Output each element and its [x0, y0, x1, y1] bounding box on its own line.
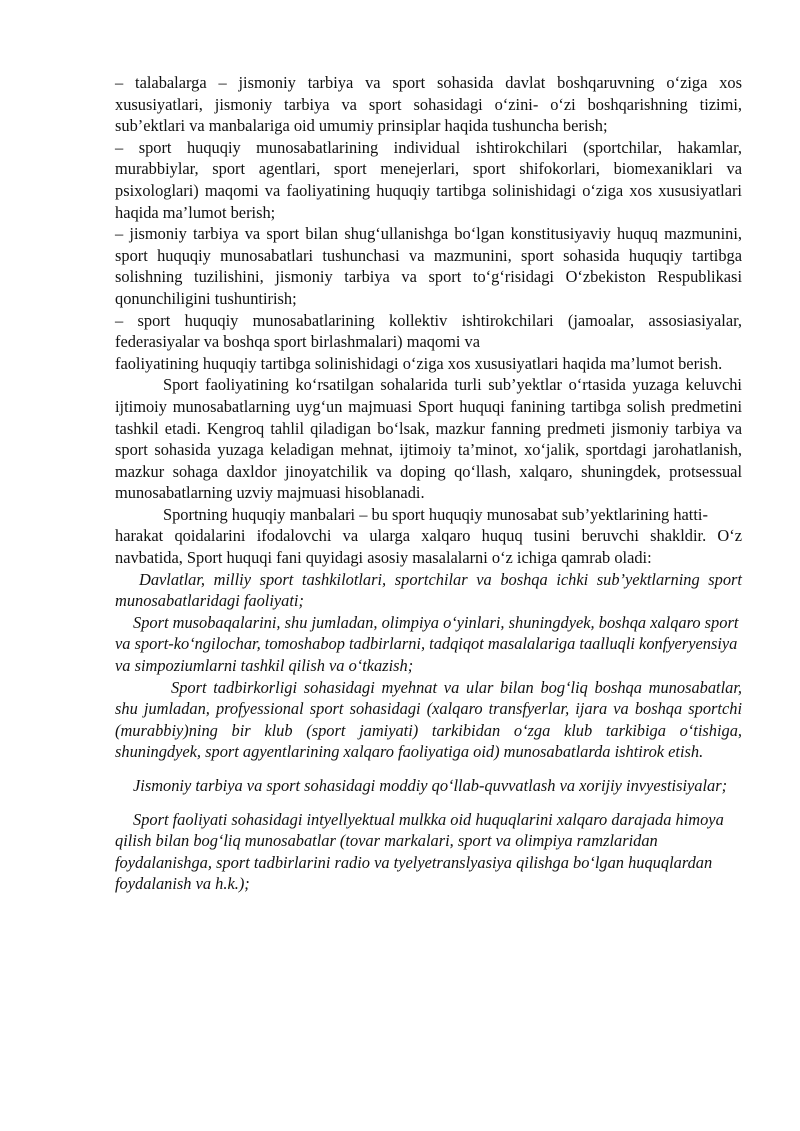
paragraph-goal-4: – sport huquqiy munosabatlarining kollektiv ishtirokchilari (jamoalar, assosiasiyalar, federasiyalar va boshqa sport birlashmalari) maqomi va [115, 310, 742, 352]
paragraph-sources-cont: harakat qoidalarini ifodalovchi va ularga xalqaro huquq tusini beruvchi shakldir. O‘z navbatida, Sport huquqi fani quyidagi asosiy masalalarni o‘z ichiga qamrab oladi: [115, 526, 742, 568]
italic-item-3-text: Sport tadbirkorligi sohasidagi myehnat va ular bilan bog‘liq boshqa munosabatlar, shu jumladan, profyessional sport sohasidagi (xalqaro transfyerlar, ijara va boshqa sportchi (murabbiy)ning bir klub (sport jamiyati) tarkibidan o‘zga klub tarkibiga o‘tishiga, shuningdyek, sport agyentlarining xalqaro faoliyatiga oid) munosabatlarda ishtirok etish. [115, 677, 742, 762]
paragraph-sources: Sportning huquqiy manbalari – bu sport huquqiy munosabat sub’yektlarining hatti- [163, 504, 708, 524]
paragraph-goal-2: – sport huquqiy munosabatlarining individual ishtirokchilari (sportchilar, hakamlar, murabbiylar, sport agentlari, sport menejerlari, sport shifokorlari, biomexaniklari va psixologlari) maqomi va faoliyatining huquqiy tartibga solinishidagi o‘ziga xos xususiyatlari haqida ma’lumot berish; [115, 137, 742, 222]
paragraph-subject: Sport faoliyatining ko‘rsatilgan sohalarida turli sub’yektlar o‘rtasida yuzaga keluvchi ijtimoiy munosabatlarning uyg‘un majmuasi Sport huquqi fanining tartibga solish predmetini tashkil etadi. Kengroq tahlil qiladigan bo‘lsak, mazkur fanning predmeti jismoniy tarbiya va sport sohasida yuzaga keladigan mehnat, ijtimoiy ta’minot, xo‘jalik, sportdagi jarohatlanish, mazkur sohaga daxldor jinoyatchilik va doping qo‘llash, xalqaro, shuningdek, protsessual munosabatlarning uzviy majmuasi hisoblanadi. [115, 375, 742, 503]
italic-item-3 [115, 677, 742, 763]
paragraph-goal-3: – jismoniy tarbiya va sport bilan shug‘ullanishga bo‘lgan konstitusiyaviy huquq mazmunini, sport huquqiy munosabatlari tushunchasi va mazmunini, sport sohasida huquqiy tartibga solishning tuzilishini, jismoniy tarbiya va sport to‘g‘risidagi O‘zbekiston Respublikasi qonunchiligini tushuntirish; [115, 224, 742, 308]
italic-item-1: Davlatlar, milliy sport tashkilotlari, sportchilar va boshqa ichki sub’yektlarning sport munosabatlaridagi faoliyati; [115, 569, 742, 611]
italic-item-2: Sport musobaqalarini, shu jumladan, olimpiya o‘yinlari, shuningdyek, boshqa xalqaro sport va sport-ko‘ngilochar, tomoshabop tadbirlarni, tadqiqot masalalariga taalluqli konfyeryensiya va simpoziumlarni tashkil qilish va o‘tkazish; [115, 612, 739, 676]
italic-item-4: Jismoniy tarbiya va sport sohasidagi moddiy qo‘llab-quvvatlash va xorijiy invyestisiyalar; [133, 776, 728, 795]
paragraph-goal-4-cont: faoliyatining huquqiy tartibga solinishidagi o‘ziga xos xususiyatlari haqida ma’lumot berish. [115, 353, 723, 373]
document-body [115, 72, 742, 895]
italic-item-5: Sport faoliyati sohasidagi intyellyektual mulkka oid huquqlarini xalqaro darajada himoya qilish bilan bog‘liq munosabatlar (tovar markalari, sport va olimpiya ramzlaridan foydalanishga, sport tadbirlarini radio va tyelyetranslyasiya qilishga bo‘lgan huquqlardan foydalanish va h.k.); [115, 809, 724, 894]
paragraph-goal-1: – talabalarga – jismoniy tarbiya va sport sohasida davlat boshqaruvning o‘ziga xos xususiyatlari, jismoniy tarbiya va sport sohasidagi o‘zini- o‘zi boshqarishning tizimi, sub’ektlari va manbalariga oid umumiy prinsiplar haqida tushuncha berish; [115, 73, 742, 136]
